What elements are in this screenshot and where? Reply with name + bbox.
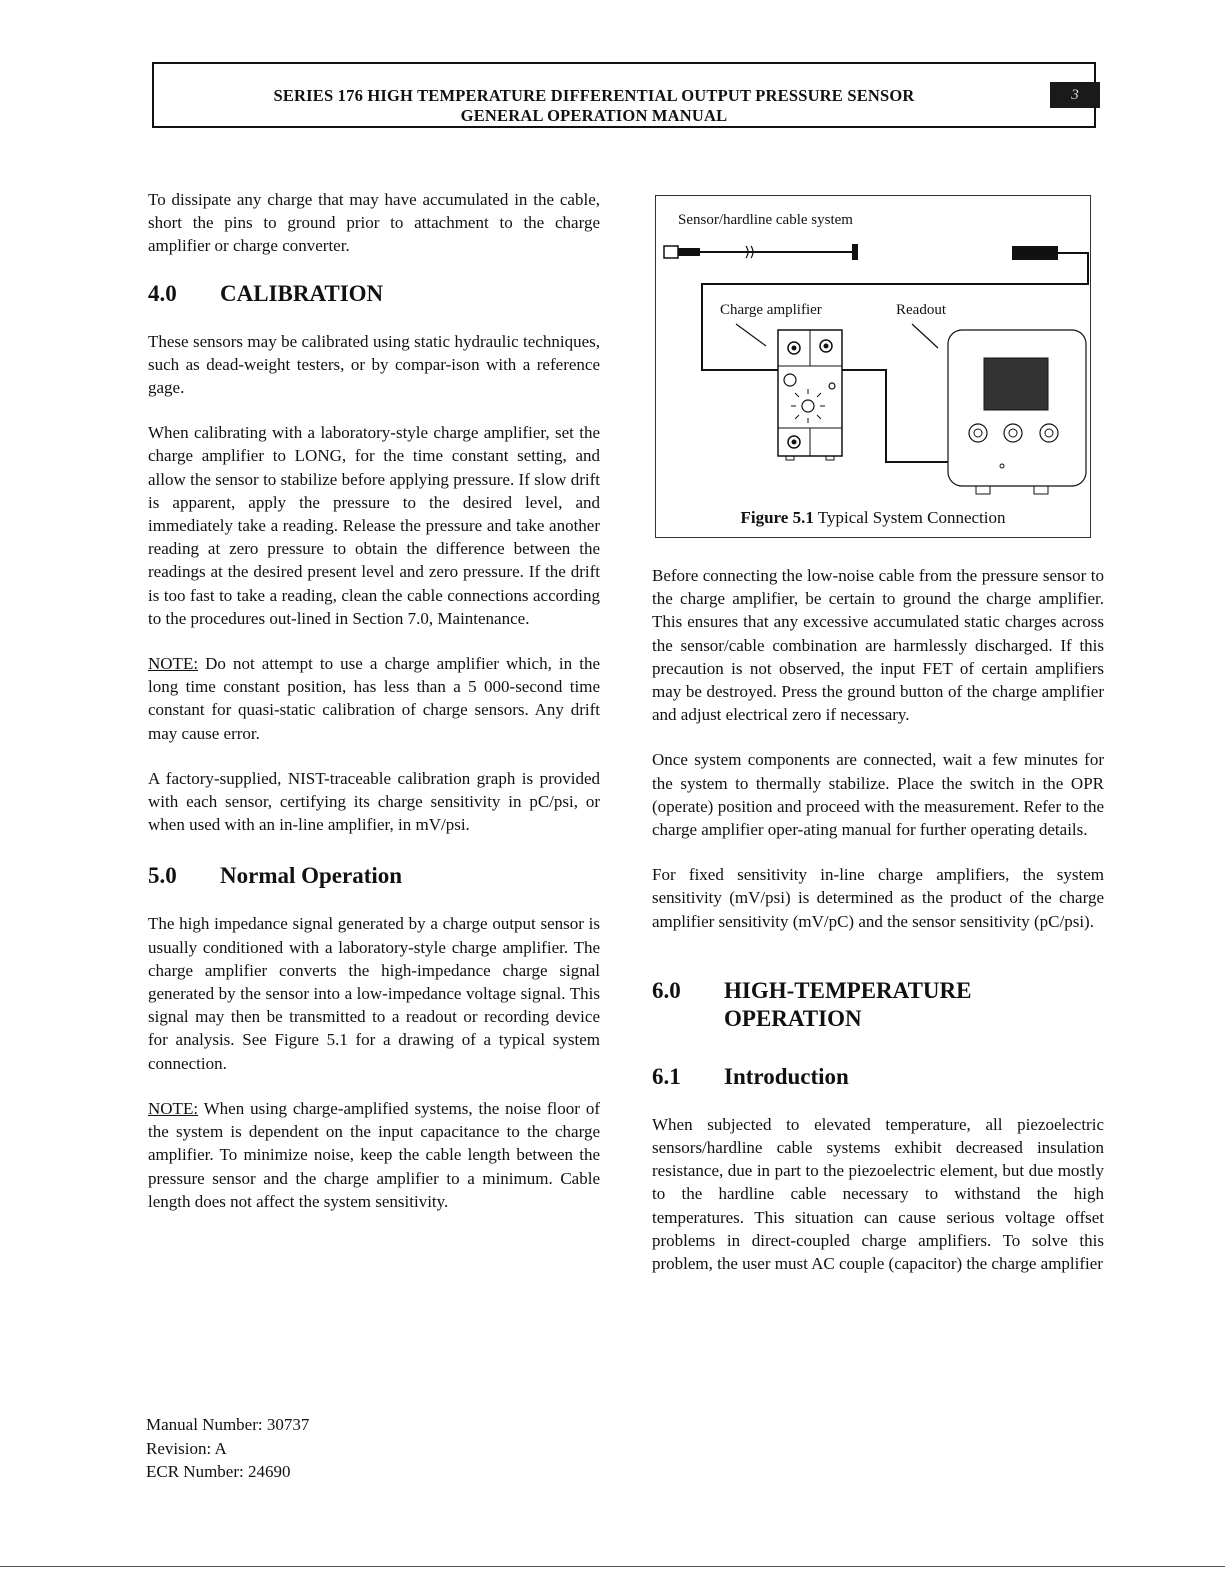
- header-line-2: GENERAL OPERATION MANUAL: [460, 106, 728, 125]
- section-number: 6.1: [652, 1063, 681, 1089]
- sensitivity-paragraph: For fixed sensitivity in-line charge amplifiers, the system sensitivity (mV/psi) is determined as the product of the charge amplifier sensitivity (mV/pC) and the sensor sensitivity (pC/psi).: [652, 865, 1104, 931]
- document-footer: [146, 1413, 309, 1484]
- note-text: When using charge-amplified systems, the noise floor of the system is dependent on the input capacitance to the charge amplifier. To minimize noise, keep the cable length between the pressure sensor and the charge amplifier to a minimum. Cable length does not affect the system sensitivity.: [148, 1098, 600, 1211]
- left-column: [148, 188, 600, 1235]
- calibration-paragraph-3: A factory-supplied, NIST-traceable calibration graph is provided with each sensor, certifying its charge sensitivity in pC/psi, or when used with an in-line amplifier, in mV/psi.: [148, 768, 600, 835]
- revision: Revision: A: [146, 1438, 227, 1458]
- label-readout: Readout: [896, 302, 946, 318]
- cable-connector-icon: [1012, 246, 1058, 260]
- introduction-paragraph: When subjected to elevated temperature, all piezoelectric sensors/hardline cable systems exhibit decreased insulation resistance, due in part to the piezoelectric element, but due mostly to the hardline cable necessary to withstand the high temperatures. This situation can cause serious voltage offset problems in direct-coupled charge amplifiers. To solve this problem, the user must AC couple (capacitor) the charge amplifier: [652, 1114, 1104, 1274]
- section-title: Introduction: [724, 1063, 849, 1089]
- connector-icon: [852, 244, 858, 260]
- section-number: 6.0: [652, 977, 681, 1003]
- sensor-icon: [664, 246, 700, 258]
- charge-amplifier-icon: [778, 330, 842, 460]
- note-text: Do not attempt to use a charge amplifier which, in the long time constant position, has less than a 5 000-second time constant for quasi-static calibration of charge sensors. Any drift may cause error.: [148, 654, 600, 743]
- label-charge-amplifier: Charge amplifier: [720, 302, 822, 318]
- section-6-heading: [652, 977, 1104, 1033]
- page-header: [152, 62, 1096, 128]
- right-column: [652, 564, 1104, 1297]
- operation-paragraph-1: The high impedance signal generated by a charge output sensor is usually conditioned with a laboratory-style charge amplifier. The charge amplifier converts the high-impedance charge signal generated by the sensor into a low-impedance voltage signal. This signal may then be transmitted to a readout or recording device for analysis. See Figure 5.1 for a drawing of a typical system connection.: [148, 914, 600, 1073]
- system-connection-diagram: [656, 196, 1092, 506]
- calibration-paragraph-2: When calibrating with a laboratory-style charge amplifier, set the charge amplifier to LONG, for the time constant setting, and allow the sensor to stabilize before applying pressure. If slow drift is apparent, apply the pressure to the desired level, and immediately take a reading. Release the pressure and take another reading at zero pressure to obtain the difference between the readings at the desired present level and zero pressure. If the drift is too fast to take a reading, clean the cable connections according to the procedures out-lined in Section 7.0, Maintenance.: [148, 423, 600, 628]
- readout-icon: [948, 330, 1086, 494]
- note-label: NOTE:: [148, 1098, 199, 1118]
- figure-number: Figure 5.1: [740, 508, 814, 527]
- operation-note: [148, 1097, 600, 1213]
- stabilize-paragraph: Once system components are connected, wait a few minutes for the system to thermally stabilize. Place the switch in the OPR (operate) position and proceed with the measurement. Refer to the charge amplifier oper-ating manual for further operating details.: [652, 750, 1104, 840]
- ecr-number: ECR Number: 24690: [146, 1462, 291, 1481]
- page-number-tab: 3: [1050, 82, 1100, 108]
- section-title: CALIBRATION: [220, 280, 384, 306]
- scan-edge-line: [0, 1566, 1225, 1567]
- section-number: 5.0: [148, 863, 177, 889]
- calibration-note: [148, 652, 600, 745]
- manual-number: Manual Number: 30737: [146, 1415, 310, 1434]
- section-title: HIGH-TEMPERATURE OPERATION: [724, 977, 972, 1031]
- section-5-heading: [148, 862, 600, 890]
- grounding-paragraph: Before connecting the low-noise cable from the pressure sensor to the charge amplifier, be certain to ground the charge amplifier. This ensures that any excessive accumulated static charges across the sensor/cable combination are harmlessly discharged. If this precaution is not observed, the input FET of certain amplifiers may be destroyed. Press the ground button of the charge amplifier and adjust electrical zero if necessary.: [652, 566, 1104, 725]
- header-title: [154, 86, 1034, 126]
- note-label: NOTE:: [148, 654, 199, 674]
- section-4-heading: [148, 280, 600, 308]
- figure-caption-text: Typical System Connection: [813, 508, 1006, 527]
- figure-caption: [656, 508, 1090, 528]
- section-title: Normal Operation: [220, 863, 403, 889]
- header-line-1: SERIES 176 HIGH TEMPERATURE DIFFERENTIAL OUTPUT PRESSURE SENSOR: [273, 86, 915, 105]
- section-number: 4.0: [148, 280, 177, 306]
- intro-paragraph: To dissipate any charge that may have accumulated in the cable, short the pins to ground prior to attachment to the charge amplifier or charge converter.: [148, 190, 600, 256]
- calibration-paragraph-1: These sensors may be calibrated using static hydraulic techniques, such as dead-weight testers, or by compar-ison with a reference gage.: [148, 331, 600, 398]
- figure-5-1: [655, 195, 1091, 538]
- section-6-1-heading: [652, 1063, 1104, 1091]
- label-sensor-cable: Sensor/hardline cable system: [678, 212, 853, 228]
